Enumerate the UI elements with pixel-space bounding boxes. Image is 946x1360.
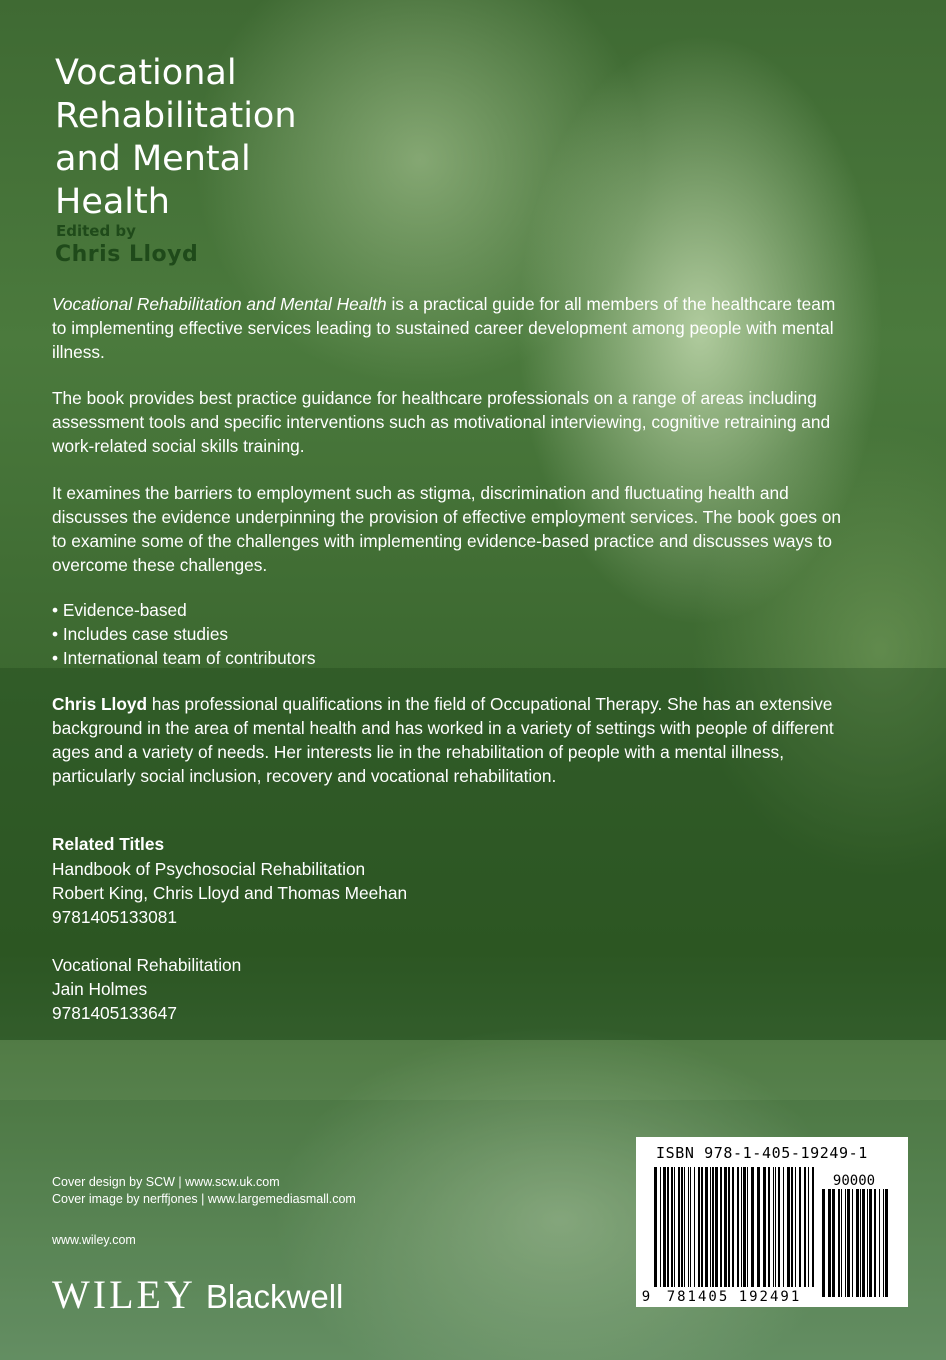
barcode-bar <box>701 1167 703 1287</box>
divider-strip <box>0 1040 946 1100</box>
barcode-bar <box>751 1167 754 1287</box>
barcode-bar <box>660 1167 661 1287</box>
description-book-title: Vocational Rehabilitation and Mental Health <box>52 294 387 314</box>
barcode-bar <box>885 1189 888 1297</box>
related-isbn: 9781405133081 <box>52 907 177 927</box>
description-paragraph-2: The book provides best practice guidance for healthcare professionals on a range of areas including assessment tools and specific interventions such as motivational interviewing, cognitive retraining and work-related social skills training. <box>52 388 831 456</box>
barcode-bar <box>828 1189 831 1297</box>
barcode-bar <box>663 1167 666 1287</box>
related-title: Handbook of Psychosocial Rehabilitation <box>52 859 366 879</box>
barcode-bar <box>860 1189 861 1297</box>
barcode-bar <box>705 1167 708 1287</box>
edited-by-label: Edited by <box>56 222 136 240</box>
barcode-bar <box>698 1167 700 1287</box>
barcode-bar <box>684 1167 685 1287</box>
related-authors: Robert King, Chris Lloyd and Thomas Meehan <box>52 883 408 903</box>
feature-list <box>52 598 852 670</box>
barcode-bar <box>671 1167 673 1287</box>
barcode-bar <box>879 1189 880 1297</box>
description-paragraph-3: It examines the barriers to employment such as stigma, discrimination and fluctuating health and discusses the evidence underpinning the provision of effective employment services. The book goes on to examine some of the challenges with implementing evidence-based practice and discusses ways to overcome these challenges. <box>52 483 842 575</box>
barcode-bar <box>768 1167 770 1287</box>
barcode-bar <box>869 1189 872 1297</box>
related-titles-heading: Related Titles <box>52 834 165 854</box>
barcode-bar <box>874 1189 876 1297</box>
related-titles-list <box>52 857 652 1049</box>
barcode-bar <box>732 1167 734 1287</box>
barcode-bar <box>690 1167 691 1287</box>
isbn-label: ISBN 978-1-405-19249-1 <box>656 1144 868 1162</box>
logo-wiley-text: WILEY <box>52 1272 196 1317</box>
barcode-bar <box>724 1167 727 1287</box>
related-authors: Jain Holmes <box>52 979 148 999</box>
wiley-blackwell-logo <box>52 1271 343 1318</box>
publisher-website: www.wiley.com <box>52 1233 136 1247</box>
barcode-bar <box>799 1167 801 1287</box>
description-paragraph-1-text: is a practical guide for all members of the healthcare team to implementing effective services leading to sustained career development among people with mental illness. <box>52 294 836 362</box>
isbn-barcode <box>636 1137 908 1307</box>
related-isbn: 9781405133647 <box>52 1003 177 1023</box>
barcode-bar <box>712 1167 714 1287</box>
author-bio <box>52 692 852 788</box>
barcode-bars <box>654 1167 814 1287</box>
ean-left-digits: 781405 <box>666 1289 730 1305</box>
barcode-bar <box>741 1167 742 1287</box>
barcode-bar <box>832 1189 835 1297</box>
barcode-bar <box>747 1167 748 1287</box>
barcode-bar <box>775 1167 776 1287</box>
editor-name: Chris Lloyd <box>55 242 199 267</box>
barcode-bar <box>737 1167 739 1287</box>
barcode-bar <box>688 1167 689 1287</box>
barcode-bar <box>681 1167 683 1287</box>
barcode-bar <box>757 1167 760 1287</box>
barcode-bar <box>710 1167 711 1287</box>
barcode-bar <box>773 1167 774 1287</box>
barcode-bar <box>674 1167 675 1287</box>
barcode-bar <box>694 1167 695 1287</box>
related-title-item <box>52 857 652 929</box>
barcode-bar <box>856 1189 859 1297</box>
book-title: Vocational Rehabilitation and Mental Health <box>55 53 297 222</box>
barcode-bar <box>715 1167 718 1287</box>
addon-digits: 90000 <box>832 1173 876 1189</box>
barcode-bar <box>795 1167 796 1287</box>
barcode-bar <box>838 1189 840 1297</box>
addon-barcode-bars <box>822 1189 888 1297</box>
barcode-bar <box>883 1189 884 1297</box>
barcode-graphic <box>636 1137 908 1307</box>
feature-item: • Includes case studies <box>52 624 229 644</box>
barcode-bar <box>808 1167 809 1287</box>
barcode-bar <box>743 1167 746 1287</box>
barcode-bar <box>654 1167 657 1287</box>
barcode-bar <box>667 1167 669 1287</box>
barcode-bar <box>847 1189 850 1297</box>
barcode-bar <box>822 1189 825 1297</box>
author-bio-name: Chris Lloyd <box>52 694 148 714</box>
barcode-bar <box>678 1167 680 1287</box>
barcode-bar <box>787 1167 790 1287</box>
design-credit: Cover design by SCW | www.scw.uk.com <box>52 1175 280 1189</box>
barcode-bar <box>862 1189 865 1297</box>
description-paragraph-1 <box>52 292 852 364</box>
barcode-bar <box>845 1189 846 1297</box>
ean-right-digits: 192491 <box>738 1289 802 1305</box>
cover-credits <box>52 1174 356 1208</box>
ean-first-digit: 9 <box>641 1289 651 1305</box>
feature-item: • International team of contributors <box>52 648 316 668</box>
barcode-bar <box>791 1167 793 1287</box>
barcode-bar <box>852 1189 853 1297</box>
barcode-bar <box>720 1167 722 1287</box>
barcode-bar <box>783 1167 784 1287</box>
related-title: Vocational Rehabilitation <box>52 955 242 975</box>
logo-blackwell-text: Blackwell <box>205 1278 344 1315</box>
barcode-bar <box>867 1189 868 1297</box>
image-credit: Cover image by nerffjones | www.largemediasmall.com <box>52 1192 356 1206</box>
barcode-bar <box>728 1167 730 1287</box>
barcode-bar <box>778 1167 780 1287</box>
barcode-bar <box>841 1189 842 1297</box>
barcode-bar <box>763 1167 766 1287</box>
author-bio-text: has professional qualifications in the field of Occupational Therapy. She has an extensive background in the area of mental health and has worked in a variety of settings with people of different ages and a variety of needs. Her interests lie in the rehabilitation of people with a mental illness, particularly social inclusion, recovery and vocational rehabilitation. <box>52 694 834 786</box>
barcode-bar <box>812 1167 814 1287</box>
related-title-item <box>52 953 652 1025</box>
barcode-bar <box>804 1167 806 1287</box>
feature-item: • Evidence-based <box>52 600 187 620</box>
